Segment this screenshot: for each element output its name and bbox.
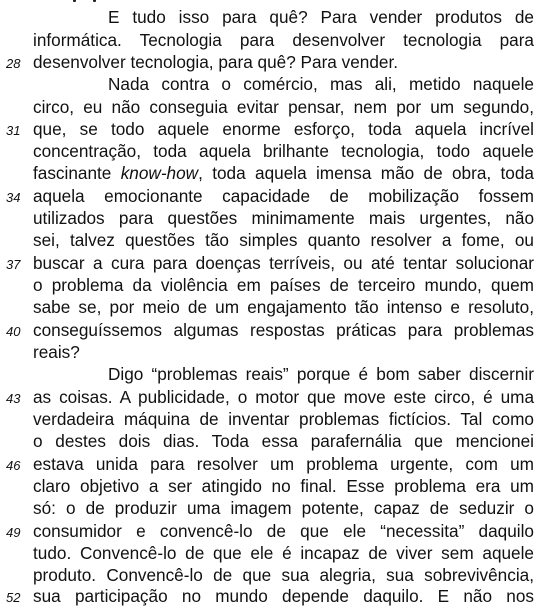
- text-line: [0, 6, 536, 28]
- text-line-content: sua participação no mundo depende daquilo. E não nos: [33, 586, 534, 606]
- text-line-content: só: o de produzir uma imagem potente, capaz de seduzir o: [33, 498, 534, 518]
- text-line: [0, 51, 536, 73]
- text-line: [0, 162, 536, 184]
- text-line-content: estava unida para resolver um problema urgente, com um: [33, 454, 534, 474]
- line-number: 40: [6, 324, 21, 339]
- italic-term: know-how: [120, 163, 199, 183]
- text-line: [0, 520, 536, 542]
- text-line: [0, 296, 536, 318]
- text-line: [0, 564, 536, 586]
- text-line-content: utilizados para questões minimamente mais urgentes, não: [33, 208, 534, 228]
- line-number: 43: [6, 391, 21, 406]
- text-line: [0, 319, 536, 341]
- text-line: [0, 140, 536, 162]
- text-line: [0, 252, 536, 274]
- text-line: [0, 430, 536, 452]
- line-number: 46: [6, 458, 21, 473]
- text-line-content: verdadeira máquina de inventar problemas fictícios. Tal como: [33, 409, 534, 429]
- text-line-content: buscar a cura para doenças terríveis, ou até tentar solucionar: [33, 253, 534, 273]
- text-line-content: circo, eu não conseguia evitar pensar, nem por um segundo,: [33, 97, 534, 117]
- text-line: [0, 207, 536, 229]
- text-line-content: desenvolver tecnologia, para quê? Para vender.: [33, 52, 399, 72]
- text-line: [0, 118, 536, 140]
- text-line-content: as coisas. A publicidade, o motor que move este circo, é uma: [33, 387, 534, 407]
- text-line-content: claro objetivo a ser atingido no final. Esse problema era um: [33, 476, 534, 496]
- text-line-content: aquela emocionante capacidade de mobilização fossem: [33, 186, 534, 206]
- text-line-content: tudo. Convencê-lo de que ele é incapaz de viver sem aquele: [33, 543, 534, 563]
- cropped-top-text-fragment: [71, 0, 111, 4]
- text-line: [0, 408, 536, 430]
- text-line-content: que, se todo aquele enorme esforço, toda aquela incrível: [33, 119, 534, 139]
- text-line-content: produto. Convencê-lo de que sua alegria, sua sobrevivência,: [33, 565, 534, 585]
- text-line: [0, 341, 536, 363]
- line-number: 37: [6, 257, 21, 272]
- text-line-content: E tudo isso para quê? Para vender produtos de: [108, 7, 534, 27]
- text-line: [0, 185, 536, 207]
- text-line: [0, 453, 536, 475]
- text-line-content: [33, 162, 534, 184]
- text-line: [0, 542, 536, 564]
- text-segment: , toda aquela imensa mão de obra, toda: [198, 163, 534, 183]
- text-segment: fascinante: [33, 163, 121, 183]
- text-line: [0, 274, 536, 296]
- line-number: 31: [6, 123, 21, 138]
- text-line-content: reais?: [33, 342, 80, 362]
- text-line: [0, 497, 536, 519]
- text-line-content: o problema da violência em países de terceiro mundo, quem: [33, 275, 534, 295]
- text-line: [0, 585, 536, 607]
- text-line: [0, 363, 536, 385]
- text-line: [0, 475, 536, 497]
- text-line-content: sabe se, por meio de um engajamento tão intenso e resoluto,: [33, 297, 534, 317]
- text-line-content: Digo “problemas reais” porque é bom saber discernir: [108, 364, 534, 384]
- text-line-content: o destes dois dias. Toda essa parafernália que mencionei: [33, 431, 534, 451]
- text-line-content: sei, talvez questões tão simples quanto resolver a fome, ou: [33, 230, 534, 250]
- text-line-content: consumidor e convencê-lo de que ele “necessita” daquilo: [33, 521, 534, 541]
- text-line: [0, 229, 536, 251]
- text-line: [0, 73, 536, 95]
- line-number: 34: [6, 190, 21, 205]
- line-number: 49: [6, 525, 21, 540]
- line-number: 52: [6, 590, 21, 605]
- text-line-content: Nada contra o comércio, mas ali, metido naquele: [108, 74, 534, 94]
- text-line-content: concentração, toda aquela brilhante tecnologia, todo aquele: [33, 141, 534, 161]
- line-number: 28: [6, 56, 21, 71]
- text-line: [0, 96, 536, 118]
- text-line-content: informática. Tecnologia para desenvolver tecnologia para: [33, 30, 534, 50]
- text-line: [0, 386, 536, 408]
- text-line: [0, 29, 536, 51]
- text-line-content: conseguíssemos algumas respostas práticas para problemas: [33, 320, 534, 340]
